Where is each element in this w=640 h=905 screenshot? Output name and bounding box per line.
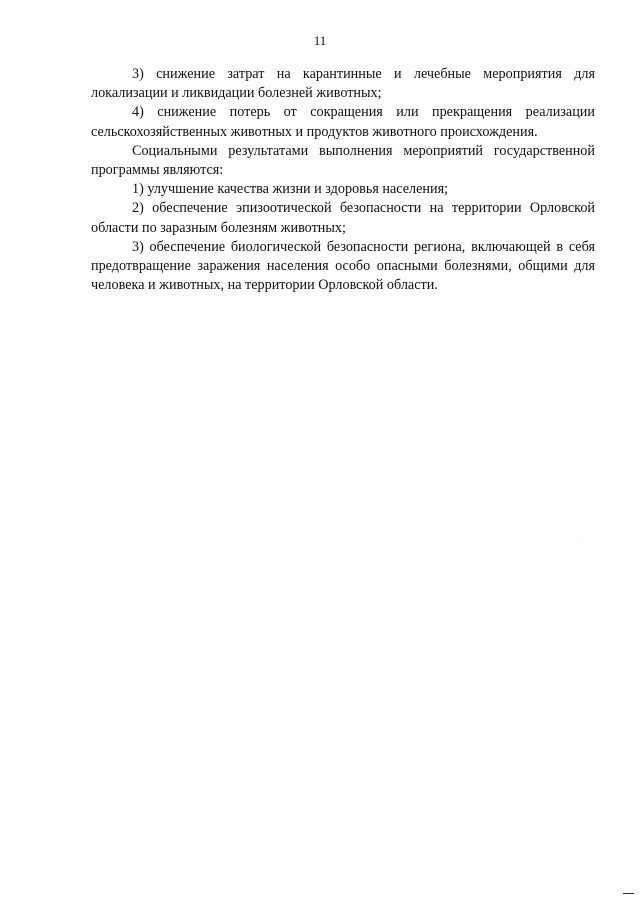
paragraph-biological-safety: 3) обеспечение биологической безопасности региона, включающей в себя предотвращение заражения населения особо опасными болезнями, общими для человека и животных, на территории Орловской области. (91, 238, 595, 294)
paragraph-reduce-quarantine-costs: 3) снижение затрат на карантинные и лечебные мероприятия для локализации и ликвидации болезней животных; (91, 66, 595, 102)
paragraph-social-results-intro: Социальными результатами выполнения мероприятий государственной программы являются: (91, 142, 595, 179)
page-number: 11 (313, 33, 327, 48)
paragraph-reduce-losses: 4) снижение потерь от сокращения или прекращения реализации сельскохозяйственных животных и продуктов животного происхождения. (91, 104, 595, 140)
scan-artifact-dot (578, 541, 579, 542)
paragraph-epizootic-safety: 2) обеспечение эпизоотической безопасности на территории Орловской области по заразным болезням животных; (91, 200, 595, 236)
scan-artifact-mark (623, 893, 634, 894)
document-body (91, 65, 595, 295)
paragraph-quality-of-life: 1) улучшение качества жизни и здоровья населения; (132, 181, 449, 198)
